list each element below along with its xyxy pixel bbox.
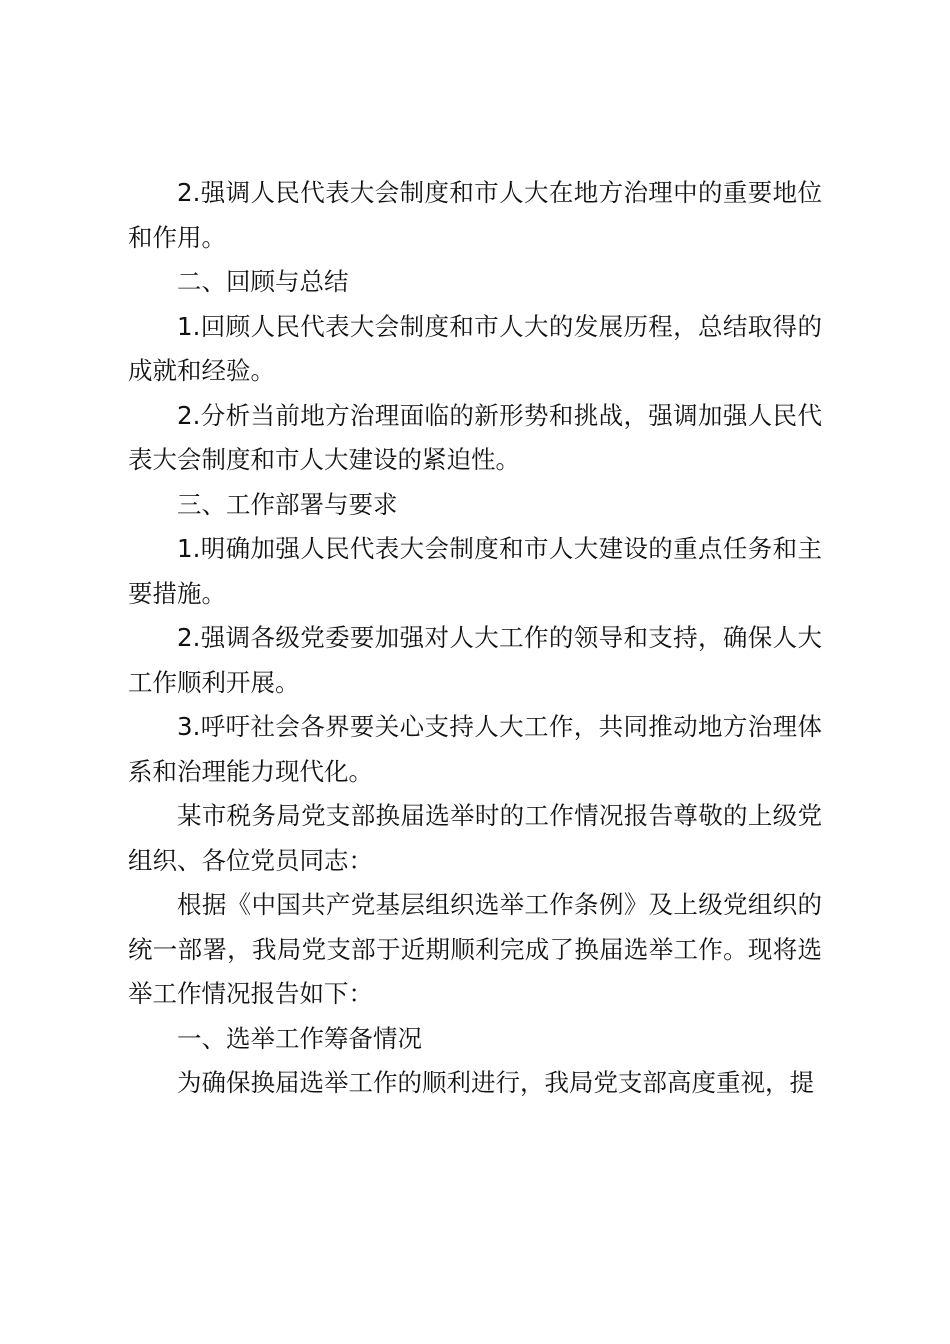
paragraph: 1.回顾人民代表大会制度和市人大的发展历程，总结取得的成就和经验。 [128, 311, 822, 385]
paragraph: 2.分析当前地方治理面临的新形势和挑战，强调加强人民代表大会制度和市人大建设的紧迫性。 [128, 400, 822, 474]
paragraph: 为确保换届选举工作的顺利进行，我局党支部高度重视，提 [177, 1068, 814, 1097]
section-heading: 三、工作部署与要求 [177, 489, 398, 519]
paragraph: 2.强调人民代表大会制度和市人大在地方治理中的重要地位和作用。 [128, 178, 822, 252]
section-heading: 二、回顾与总结 [177, 267, 349, 296]
paragraph: 3.呼吁社会各界要关心支持人大工作，共同推动地方治理体系和治理能力现代化。 [128, 712, 822, 786]
paragraph: 1.明确加强人民代表大会制度和市人大建设的重点任务和主要措施。 [128, 534, 822, 608]
section-heading: 一、选举工作筹备情况 [177, 1023, 422, 1053]
document-body [128, 171, 822, 1106]
paragraph: 2.强调各级党委要加强对人大工作的领导和支持，确保人大工作顺利开展。 [128, 623, 822, 697]
paragraph: 根据《中国共产党基层组织选举工作条例》及上级党组织的统一部署，我局党支部于近期顺利完成了换届选举工作。现将选举工作情况报告如下： [128, 890, 822, 1008]
report-title-paragraph: 某市税务局党支部换届选举时的工作情况报告尊敬的上级党组织、各位党员同志： [128, 801, 822, 875]
